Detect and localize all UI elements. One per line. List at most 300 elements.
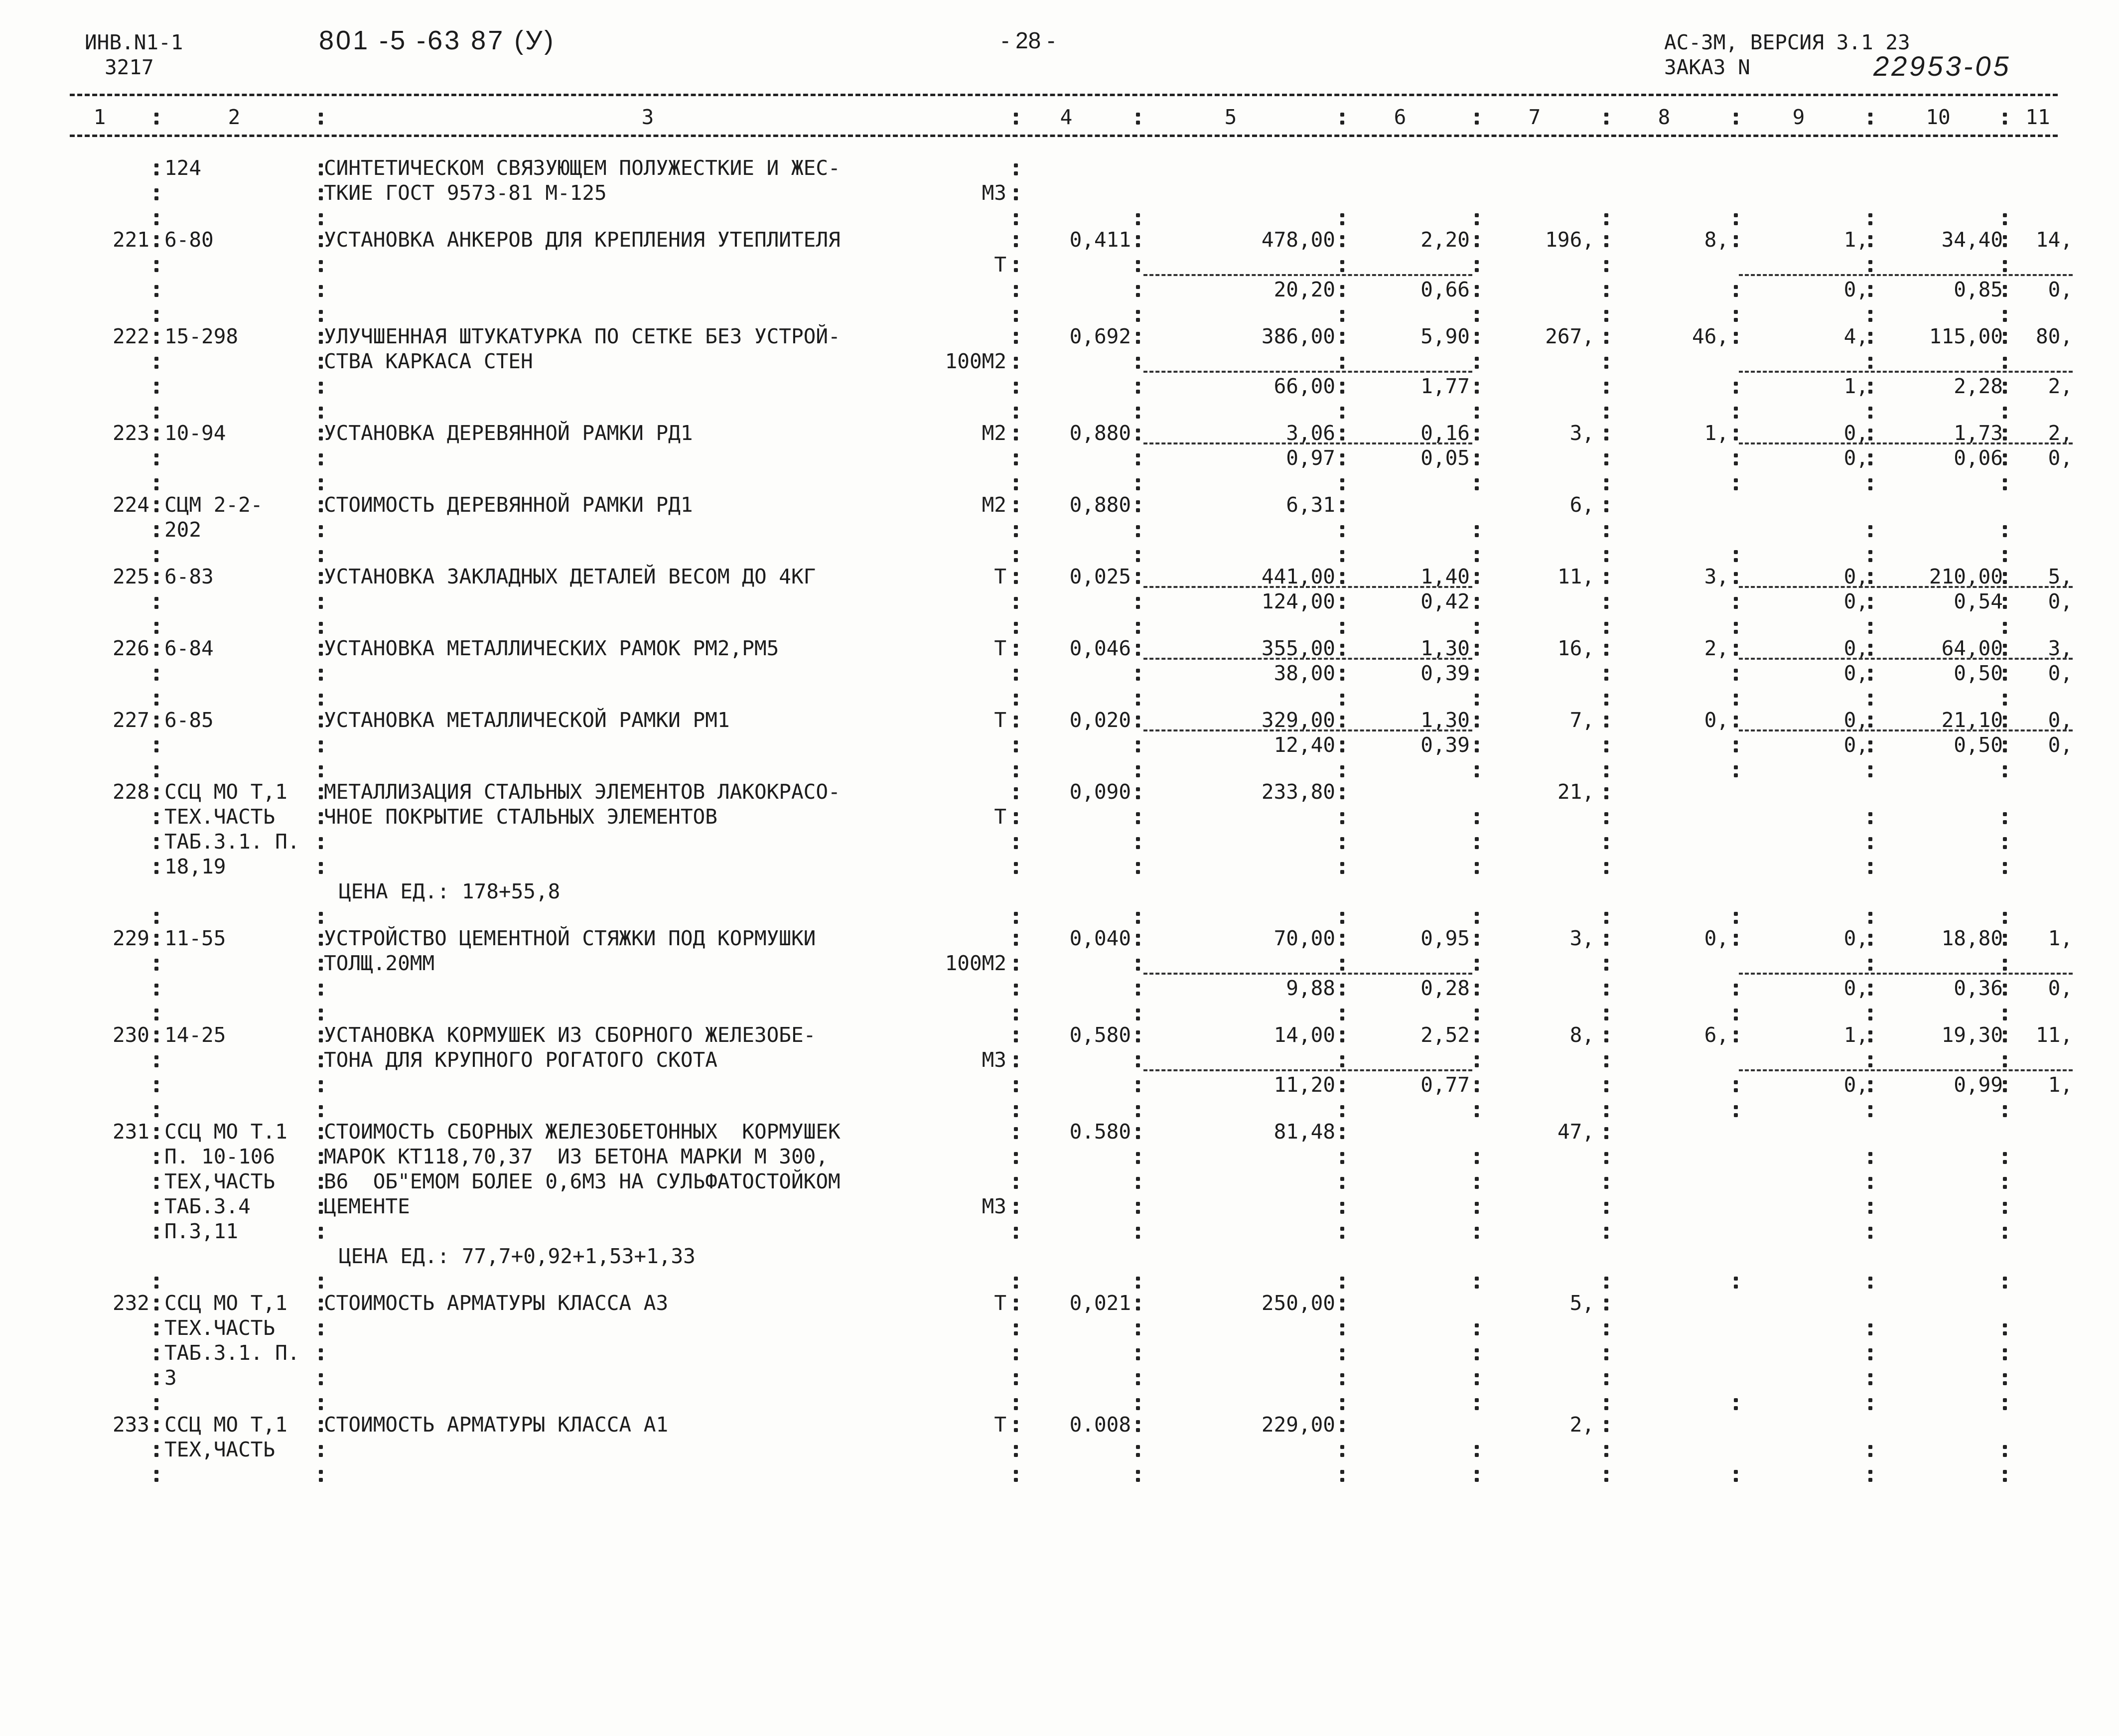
- field-separator: [1475, 1169, 1480, 1194]
- field-separator: [1604, 636, 1609, 661]
- value-v4: 0,692: [1069, 324, 1131, 348]
- field-separator: [1475, 374, 1480, 399]
- field-separator: [1136, 302, 1141, 327]
- sub-row-divider: [1739, 371, 2073, 373]
- sub-value-v11: 0,: [2048, 278, 2073, 301]
- field-separator: [1868, 1144, 1873, 1169]
- field-separator: [2003, 1001, 2008, 1025]
- field-separator: [2003, 708, 2008, 732]
- field-separator: [1136, 926, 1141, 951]
- field-separator: [319, 1072, 324, 1097]
- field-separator: [154, 636, 159, 661]
- field-separator: [1014, 708, 1019, 732]
- row-line: [70, 1022, 2073, 1047]
- field-separator: [1734, 470, 1739, 495]
- field-separator: [1014, 1001, 1019, 1025]
- field-separator: [154, 1437, 159, 1462]
- work-description: УСТАНОВКА АНКЕРОВ ДЛЯ КРЕПЛЕНИЯ УТЕПЛИТЕЛЯ: [324, 228, 841, 252]
- field-separator: [1475, 589, 1480, 614]
- field-separator: [1475, 1194, 1480, 1219]
- field-separator: [1014, 757, 1019, 782]
- field-separator: [319, 1194, 324, 1219]
- sub-row-divider: [1143, 658, 1472, 660]
- field-separator: [1136, 708, 1141, 732]
- field-separator: [1604, 1022, 1609, 1047]
- value-v5: 250,00: [1261, 1291, 1335, 1315]
- field-separator: [2003, 421, 2008, 445]
- work-description: УСТРОЙСТВО ЦЕМЕНТНОЙ СТЯЖКИ ПОД КОРМУШКИ: [324, 926, 816, 950]
- sub-value-v6: 0,05: [1420, 446, 1470, 470]
- column-header-11: 11: [2025, 105, 2050, 129]
- field-separator: [1014, 470, 1019, 495]
- field-separator: [1014, 1097, 1019, 1122]
- field-separator: [2003, 542, 2008, 567]
- sub-row-divider: [1143, 973, 1472, 975]
- header-rule-top: [70, 94, 2058, 96]
- field-separator: [319, 829, 324, 854]
- field-separator: [1604, 205, 1609, 230]
- value-v7: 16,: [1557, 636, 1594, 660]
- field-separator: [2003, 349, 2008, 374]
- unit-of-measure: 100М2: [945, 349, 1006, 373]
- field-separator: [1014, 302, 1019, 327]
- field-separator: [2003, 445, 2008, 470]
- field-separator: [1136, 1119, 1141, 1144]
- row-line: [70, 180, 2063, 205]
- value-v7: 47,: [1557, 1120, 1594, 1144]
- field-separator: [2003, 205, 2008, 230]
- norm-code: ТЕХ.ЧАСТЬ: [164, 1316, 276, 1340]
- norm-code: ТЕХ.ЧАСТЬ: [164, 805, 276, 829]
- field-separator: [1136, 854, 1141, 879]
- sub-value-v9: 0,: [1843, 733, 1868, 757]
- row-spacer: [70, 1097, 2063, 1119]
- value-v8: 6,: [1704, 1023, 1729, 1047]
- value-v6: 1,40: [1420, 565, 1470, 588]
- sub-value-v10: 0,99: [1954, 1073, 2003, 1097]
- value-v9: 1,: [1843, 1023, 1868, 1047]
- row-line: [70, 1119, 2063, 1144]
- field-separator: [154, 492, 159, 517]
- field-separator: [1340, 1390, 1345, 1415]
- field-separator: [1136, 445, 1141, 470]
- row-line: [70, 926, 2073, 951]
- field-separator: [319, 1144, 324, 1169]
- field-separator: [1475, 1390, 1480, 1415]
- field-separator: [1014, 1291, 1019, 1315]
- field-separator: [1475, 951, 1480, 976]
- row-number: 224: [112, 493, 149, 517]
- field-separator: [1136, 492, 1141, 517]
- row-line: [70, 804, 2063, 829]
- row-spacer: [70, 614, 2063, 636]
- field-separator: [1475, 1340, 1480, 1365]
- field-separator: [1604, 1340, 1609, 1365]
- field-separator: [1136, 374, 1141, 399]
- field-separator: [1475, 854, 1480, 879]
- field-separator: [2003, 1022, 2008, 1047]
- field-separator: [319, 470, 324, 495]
- field-separator: [1014, 1047, 1019, 1072]
- field-separator: [154, 951, 159, 976]
- sub-value-v6: 0,77: [1420, 1073, 1470, 1097]
- field-separator: [1604, 1072, 1609, 1097]
- field-separator: [1136, 227, 1141, 252]
- sub-value-v9: 0,: [1843, 1073, 1868, 1097]
- field-separator: [1734, 661, 1739, 686]
- field-separator: [319, 1390, 324, 1415]
- value-v8: 46,: [1692, 324, 1729, 348]
- field-separator: [154, 349, 159, 374]
- column-header-4: 4: [1060, 105, 1073, 129]
- field-separator: [154, 732, 159, 757]
- value-v4: 0,580: [1069, 1023, 1131, 1047]
- field-separator: [1014, 227, 1019, 252]
- field-separator: [1340, 399, 1345, 424]
- field-separator: [319, 1001, 324, 1025]
- row-spacer: [70, 1462, 2063, 1484]
- field-separator: [1734, 564, 1739, 589]
- field-separator: [1868, 636, 1873, 661]
- row-line: [70, 1365, 2063, 1390]
- field-separator: [154, 1412, 159, 1437]
- field-separator: [1868, 374, 1873, 399]
- field-separator: [1604, 1291, 1609, 1315]
- row-spacer: [70, 1001, 2063, 1022]
- field-separator: [154, 252, 159, 277]
- field-separator: [319, 661, 324, 686]
- sub-value-v5: 11,20: [1273, 1073, 1335, 1097]
- field-separator: [1475, 1315, 1480, 1340]
- row-number: 231: [112, 1120, 149, 1144]
- row-spacer: [70, 542, 2063, 564]
- sub-value-v9: 0,: [1843, 446, 1868, 470]
- value-v6: 5,90: [1420, 324, 1470, 348]
- field-separator: [319, 302, 324, 327]
- field-separator: [1340, 1340, 1345, 1365]
- field-separator: [1014, 636, 1019, 661]
- field-separator: [1340, 1047, 1345, 1072]
- field-separator: [2003, 1144, 2008, 1169]
- field-separator: [1734, 926, 1739, 951]
- field-separator: [1604, 1437, 1609, 1462]
- field-separator: [1868, 542, 1873, 567]
- value-v10: 1,73: [1954, 421, 2003, 445]
- field-separator: [1604, 349, 1609, 374]
- field-separator: [154, 399, 159, 424]
- table-row: [70, 564, 2073, 636]
- sub-value-v10: 0,06: [1954, 446, 2003, 470]
- field-separator: [154, 829, 159, 854]
- field-separator: [1604, 277, 1609, 302]
- value-v4: 0,021: [1069, 1291, 1131, 1315]
- field-separator: [1734, 708, 1739, 732]
- field-separator: [1734, 1462, 1739, 1487]
- value-v11: 5,: [2048, 565, 2073, 588]
- unit-of-measure: М3: [982, 1194, 1006, 1218]
- field-separator: [2003, 686, 2008, 711]
- row-line: [70, 708, 2073, 732]
- field-separator: [1604, 732, 1609, 757]
- field-separator: [1868, 399, 1873, 424]
- column-header-9: 9: [1792, 105, 1805, 129]
- field-separator: [1475, 227, 1480, 252]
- field-separator: [1868, 1437, 1873, 1462]
- value-v5: 70,00: [1273, 926, 1335, 950]
- field-separator: [1340, 492, 1345, 517]
- column-separator: [1136, 105, 1141, 130]
- field-separator: [154, 155, 159, 180]
- field-separator: [2003, 277, 2008, 302]
- sub-value-v5: 9,88: [1286, 976, 1335, 1000]
- field-separator: [1868, 421, 1873, 445]
- row-line: [70, 1412, 2063, 1437]
- row-line: [70, 854, 2063, 879]
- work-description: УСТАНОВКА ДЕРЕВЯННОЙ РАМКИ РД1: [324, 421, 693, 445]
- field-separator: [1604, 614, 1609, 639]
- field-separator: [1014, 614, 1019, 639]
- value-v5: 329,00: [1261, 708, 1335, 732]
- field-separator: [1136, 399, 1141, 424]
- field-separator: [1868, 976, 1873, 1001]
- field-separator: [2003, 227, 2008, 252]
- field-separator: [154, 1097, 159, 1122]
- value-v4: 0.008: [1069, 1413, 1131, 1437]
- field-separator: [2003, 1315, 2008, 1340]
- field-separator: [154, 1022, 159, 1047]
- value-v8: 8,: [1704, 228, 1729, 252]
- unit-price: ЦЕНА ЕД.: 77,7+0,92+1,53+1,33: [339, 1244, 696, 1268]
- row-sub-line: [70, 445, 2073, 470]
- field-separator: [154, 1047, 159, 1072]
- field-separator: [2003, 374, 2008, 399]
- table-row: [70, 926, 2073, 1022]
- value-v7: 7,: [1569, 708, 1594, 732]
- field-separator: [154, 227, 159, 252]
- field-separator: [1340, 636, 1345, 661]
- field-separator: [1014, 732, 1019, 757]
- norm-code: ТАБ.3.1. П.: [164, 830, 300, 854]
- column-header-7: 7: [1528, 105, 1541, 129]
- sub-value-v10: 0,54: [1954, 589, 2003, 613]
- field-separator: [1868, 732, 1873, 757]
- table-row: [70, 1022, 2073, 1119]
- table-row: [70, 324, 2073, 421]
- field-separator: [1340, 1001, 1345, 1025]
- row-number: 230: [112, 1023, 149, 1047]
- field-separator: [1604, 1219, 1609, 1244]
- sub-value-v11: 2,: [2048, 374, 2073, 398]
- field-separator: [1475, 445, 1480, 470]
- field-separator: [1475, 1144, 1480, 1169]
- field-separator: [319, 1047, 324, 1072]
- row-line: [70, 517, 2063, 542]
- field-separator: [1136, 517, 1141, 542]
- field-separator: [1014, 277, 1019, 302]
- field-separator: [1604, 661, 1609, 686]
- norm-code: 202: [164, 518, 202, 542]
- field-separator: [1340, 1072, 1345, 1097]
- sub-value-v5: 20,20: [1273, 278, 1335, 301]
- field-separator: [1734, 542, 1739, 567]
- field-separator: [319, 1219, 324, 1244]
- field-separator: [1475, 926, 1480, 951]
- norm-code: 18,19: [164, 855, 226, 878]
- norm-code: ССЦ МО Т,1: [164, 1291, 287, 1315]
- field-separator: [1868, 708, 1873, 732]
- field-separator: [1475, 421, 1480, 445]
- field-separator: [2003, 1219, 2008, 1244]
- field-separator: [1136, 1390, 1141, 1415]
- field-separator: [1340, 661, 1345, 686]
- field-separator: [2003, 1269, 2008, 1294]
- field-separator: [319, 732, 324, 757]
- field-separator: [1014, 421, 1019, 445]
- norm-code: СЦМ 2-2-: [164, 493, 263, 517]
- field-separator: [319, 227, 324, 252]
- field-separator: [1475, 661, 1480, 686]
- field-separator: [1136, 1097, 1141, 1122]
- field-separator: [2003, 252, 2008, 277]
- field-separator: [1475, 732, 1480, 757]
- norm-code: ССЦ МО Т.1: [164, 1120, 287, 1144]
- field-separator: [2003, 757, 2008, 782]
- field-separator: [1136, 757, 1141, 782]
- field-separator: [154, 1291, 159, 1315]
- field-separator: [1868, 951, 1873, 976]
- field-separator: [154, 804, 159, 829]
- row-line: [70, 1219, 2063, 1244]
- order-label: ЗАКАЗ N: [1664, 55, 1750, 79]
- field-separator: [319, 421, 324, 445]
- field-separator: [1734, 589, 1739, 614]
- field-separator: [1136, 1072, 1141, 1097]
- field-separator: [1014, 492, 1019, 517]
- field-separator: [1475, 1269, 1480, 1294]
- field-separator: [319, 904, 324, 929]
- value-v8: 3,: [1704, 565, 1729, 588]
- unit-of-measure: М3: [982, 1048, 1006, 1072]
- value-v10: 64,00: [1941, 636, 2003, 660]
- norm-code: П. 10-106: [164, 1145, 276, 1168]
- norm-code: 14-25: [164, 1023, 226, 1047]
- work-description: ТКИЕ ГОСТ 9573-81 М-125: [324, 181, 607, 205]
- field-separator: [154, 614, 159, 639]
- value-v5: 3,06: [1286, 421, 1335, 445]
- work-description: УСТАНОВКА МЕТАЛЛИЧЕСКОЙ РАМКИ РМ1: [324, 708, 730, 732]
- field-separator: [1734, 1269, 1739, 1294]
- field-separator: [154, 517, 159, 542]
- field-separator: [1136, 1315, 1141, 1340]
- sub-row-divider: [1739, 658, 2073, 660]
- sub-row-divider: [1739, 1069, 2073, 1071]
- field-separator: [1604, 589, 1609, 614]
- value-v4: 0.580: [1069, 1120, 1131, 1144]
- field-separator: [1734, 324, 1739, 349]
- field-separator: [1014, 686, 1019, 711]
- sub-row-divider: [1739, 586, 2073, 588]
- field-separator: [1340, 1119, 1345, 1144]
- sub-value-v6: 0,66: [1420, 278, 1470, 301]
- value-v10: 18,80: [1941, 926, 2003, 950]
- field-separator: [1604, 904, 1609, 929]
- unit-price: ЦЕНА ЕД.: 178+55,8: [339, 879, 561, 903]
- value-v10: 19,30: [1941, 1023, 2003, 1047]
- field-separator: [319, 1412, 324, 1437]
- field-separator: [1136, 421, 1141, 445]
- row-line: [70, 349, 2063, 374]
- field-separator: [1340, 1097, 1345, 1122]
- field-separator: [1734, 732, 1739, 757]
- field-separator: [1136, 1194, 1141, 1219]
- value-v7: 21,: [1557, 780, 1594, 804]
- field-separator: [1734, 757, 1739, 782]
- field-separator: [1868, 904, 1873, 929]
- sub-row-divider: [1739, 729, 2073, 731]
- value-v10: 34,40: [1941, 228, 2003, 252]
- value-v7: 3,: [1569, 421, 1594, 445]
- field-separator: [1136, 252, 1141, 277]
- field-separator: [1340, 227, 1345, 252]
- field-separator: [154, 686, 159, 711]
- field-separator: [319, 1119, 324, 1144]
- inventory-number: ИНВ.N1-1: [85, 30, 183, 54]
- field-separator: [319, 686, 324, 711]
- field-separator: [1604, 1462, 1609, 1487]
- field-separator: [319, 324, 324, 349]
- field-separator: [1340, 205, 1345, 230]
- field-separator: [1734, 227, 1739, 252]
- row-line: [70, 227, 2073, 252]
- table-row: [70, 492, 2063, 564]
- row-line: [70, 829, 2063, 854]
- field-separator: [1136, 614, 1141, 639]
- field-separator: [1136, 277, 1141, 302]
- sub-value-v9: 1,: [1843, 374, 1868, 398]
- field-separator: [1868, 1022, 1873, 1047]
- field-separator: [1604, 564, 1609, 589]
- column-header-1: 1: [93, 105, 106, 129]
- field-separator: [2003, 1390, 2008, 1415]
- row-sub-line: [70, 661, 2073, 686]
- field-separator: [319, 445, 324, 470]
- sub-value-v5: 12,40: [1273, 733, 1335, 757]
- work-description: МЕТАЛЛИЗАЦИЯ СТАЛЬНЫХ ЭЛЕМЕНТОВ ЛАКОКРАСО-: [324, 780, 841, 804]
- field-separator: [1014, 1437, 1019, 1462]
- field-separator: [1604, 1144, 1609, 1169]
- sub-value-v6: 1,77: [1420, 374, 1470, 398]
- row-spacer: [70, 302, 2063, 324]
- work-description: ТОЛЩ.20ММ: [324, 951, 435, 975]
- field-separator: [154, 1001, 159, 1025]
- sub-row-divider: [1143, 371, 1472, 373]
- field-separator: [319, 1169, 324, 1194]
- value-v4: 0,411: [1069, 228, 1131, 252]
- field-separator: [1734, 277, 1739, 302]
- field-separator: [1475, 302, 1480, 327]
- value-v5: 386,00: [1261, 324, 1335, 348]
- value-v11: 80,: [2035, 324, 2073, 348]
- field-separator: [1475, 517, 1480, 542]
- field-separator: [2003, 1097, 2008, 1122]
- page-number: - 28 -: [1001, 27, 1055, 53]
- field-separator: [1014, 252, 1019, 277]
- sub-value-v11: 0,: [2048, 733, 2073, 757]
- field-separator: [1136, 324, 1141, 349]
- field-separator: [1340, 732, 1345, 757]
- field-separator: [1014, 399, 1019, 424]
- field-separator: [2003, 636, 2008, 661]
